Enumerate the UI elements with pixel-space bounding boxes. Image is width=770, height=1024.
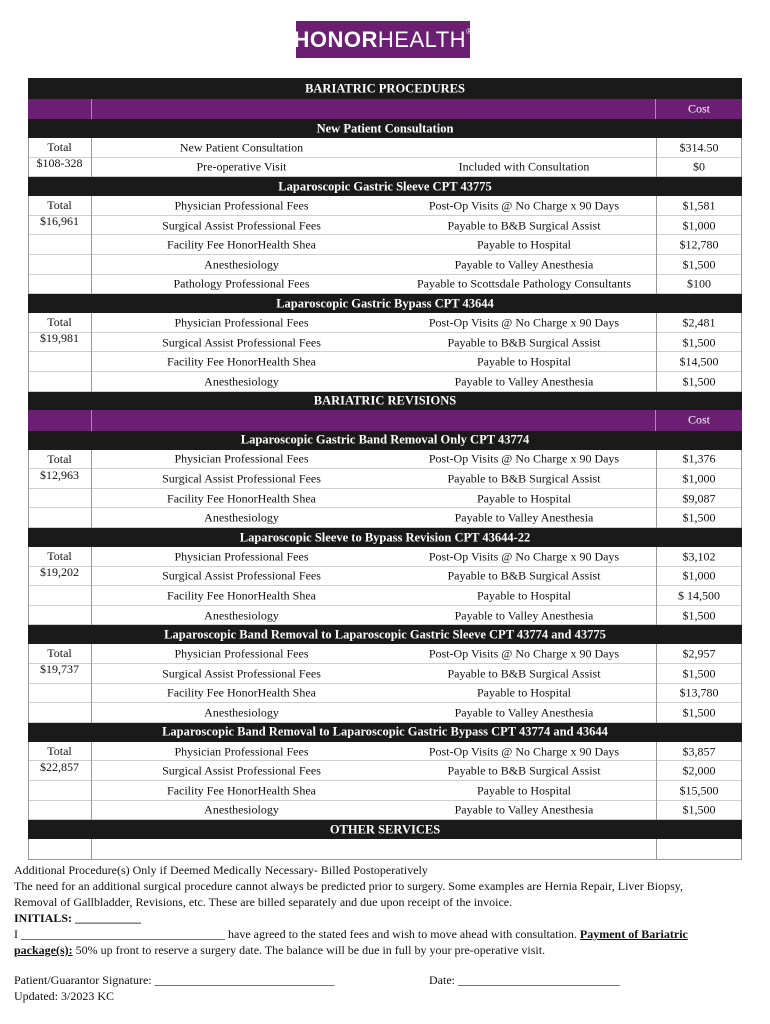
procedure-1-header <box>28 177 742 196</box>
agreement-statement: I __________________________________ have agreed to the stated fees and wish to move ahead with consultation. Payment of Bariatric <box>14 927 688 941</box>
fee-cost: $9,087 <box>682 491 716 506</box>
fee-item-cell <box>91 547 392 567</box>
fee-note: Post-Op Visits @ No Charge x 90 Days <box>428 744 620 759</box>
fee-note-cell <box>392 684 656 704</box>
revision-3-header-text: Laparoscopic Band Removal to Laparoscopic Gastric Bypass CPT 43774 and 43644 <box>162 724 608 739</box>
fee-note: Payable to Scottsdale Pathology Consultants <box>417 276 631 291</box>
fee-note: Payable to Valley Anesthesia <box>454 510 594 525</box>
fee-cost-cell <box>656 547 742 567</box>
fee-item-cell <box>91 801 392 821</box>
fee-item-cell <box>91 313 392 333</box>
fee-item-cell <box>91 275 392 295</box>
fee-item-cell <box>91 235 392 255</box>
fee-item: New Patient Consultation <box>179 140 304 155</box>
fee-cost: $2,481 <box>682 315 716 330</box>
column-divider <box>656 839 657 860</box>
fee-note: Payable to B&B Surgical Assist <box>447 471 601 486</box>
bariatric-revisions-title-text: BARIATRIC REVISIONS <box>313 393 457 408</box>
payment-terms: package(s): 50% up front to reserve a surgery date. The balance will be due in full by your pre-operative visit. <box>14 943 546 957</box>
fee-item: Facility Fee HonorHealth Shea <box>167 588 316 603</box>
fee-row <box>28 275 742 295</box>
column-divider <box>741 138 742 177</box>
fee-note: Post-Op Visits @ No Charge x 90 Days <box>428 198 620 213</box>
fee-item: Anesthesiology <box>204 510 279 525</box>
fee-cost: $15,500 <box>679 783 719 798</box>
fee-cost-cell <box>656 567 742 587</box>
fee-note: Post-Op Visits @ No Charge x 90 Days <box>428 315 620 330</box>
fee-row <box>28 547 742 567</box>
fee-row <box>28 684 742 704</box>
fee-row <box>28 508 742 528</box>
revision-3-header <box>28 723 742 742</box>
fee-note: Payable to Valley Anesthesia <box>454 608 594 623</box>
fee-item: Facility Fee HonorHealth Shea <box>167 354 316 369</box>
fee-item: Surgical Assist Professional Fees <box>162 218 321 233</box>
section-total <box>28 197 91 229</box>
column-divider <box>91 839 92 860</box>
fee-cost: $1,500 <box>682 666 716 681</box>
fee-item: Surgical Assist Professional Fees <box>162 763 321 778</box>
fee-cost-cell <box>656 586 742 606</box>
fee-item-cell <box>91 352 392 372</box>
column-divider <box>91 547 92 625</box>
fee-item-cell <box>91 586 392 606</box>
column-divider <box>741 742 742 820</box>
fee-item: Physician Professional Fees <box>174 549 309 564</box>
fee-cost: $3,857 <box>682 744 716 759</box>
fee-schedule-table <box>28 78 742 862</box>
fee-item-cell <box>91 158 392 178</box>
fee-note: Payable to B&B Surgical Assist <box>447 568 601 583</box>
revision-2-header <box>28 625 742 644</box>
fee-cost: $1,581 <box>682 198 716 213</box>
column-divider <box>91 450 92 528</box>
fee-cost: $1,500 <box>682 510 716 525</box>
column-divider <box>741 547 742 625</box>
fee-item: Pathology Professional Fees <box>173 276 310 291</box>
total-amount: $16,961 <box>40 214 79 229</box>
fee-item-cell <box>91 761 392 781</box>
column-divider <box>741 450 742 528</box>
fee-note-cell <box>392 235 656 255</box>
other-services-blank-row <box>28 839 742 860</box>
fee-item: Physician Professional Fees <box>174 646 309 661</box>
fee-note: Payable to Hospital <box>477 237 571 252</box>
fee-note-cell <box>392 255 656 275</box>
fee-item-cell <box>91 508 392 528</box>
total-label: Total <box>47 549 72 563</box>
fee-note: Payable to Hospital <box>477 588 571 603</box>
fee-item-cell <box>91 606 392 626</box>
fee-item: Anesthesiology <box>204 257 279 272</box>
procedure-2-header <box>28 294 742 313</box>
fee-cost: $2,957 <box>682 646 716 661</box>
fee-row <box>28 664 742 684</box>
fee-row <box>28 333 742 353</box>
fee-cost: $1,500 <box>682 705 716 720</box>
fee-row <box>28 235 742 255</box>
section-total <box>28 139 91 171</box>
fee-cost: $1,500 <box>682 608 716 623</box>
total-label: Total <box>47 451 72 466</box>
fee-note-cell <box>392 372 656 392</box>
revision-1-header-text: Laparoscopic Sleeve to Bypass Revision CPT 43644-22 <box>239 530 531 544</box>
fee-cost: $2,000 <box>682 763 716 778</box>
fee-item-cell <box>91 255 392 275</box>
fee-cost-cell <box>656 781 742 801</box>
column-divider <box>91 138 92 177</box>
fee-item-cell <box>91 489 392 509</box>
fee-item: Physician Professional Fees <box>174 744 309 759</box>
fee-note: Payable to B&B Surgical Assist <box>447 335 601 350</box>
fee-note: Payable to Hospital <box>477 685 571 700</box>
fee-note: Payable to B&B Surgical Assist <box>447 218 601 233</box>
fee-item: Surgical Assist Professional Fees <box>162 471 321 486</box>
column-divider <box>741 839 742 860</box>
column-divider <box>91 196 92 294</box>
fee-cost-cell <box>656 801 742 821</box>
fee-note-cell <box>392 313 656 333</box>
fee-cost-cell <box>656 606 742 626</box>
total-label: Total <box>47 646 72 661</box>
fee-cost: $1,500 <box>682 335 716 350</box>
fee-row <box>28 781 742 801</box>
fee-note-cell <box>392 450 656 470</box>
fee-cost: $1,500 <box>682 374 716 389</box>
signature-field[interactable]: Patient/Guarantor Signature: ______________________________ <box>14 973 335 987</box>
honorhealth-logo <box>293 21 473 58</box>
fee-note-cell <box>392 742 656 762</box>
total-label: Total <box>47 315 72 330</box>
fee-cost-cell <box>656 644 742 664</box>
purple-bar-left-cell <box>28 99 92 119</box>
bariatric-revisions-title <box>28 392 742 410</box>
column-divider <box>741 196 742 294</box>
revisions-cost-header-bar <box>28 410 742 431</box>
other-services-title-text: OTHER SERVICES <box>329 822 441 837</box>
fee-cost-cell <box>656 158 742 178</box>
fee-cost: $0 <box>693 159 705 174</box>
fee-note-cell <box>392 664 656 684</box>
total-label: Total <box>47 198 72 213</box>
fee-note-cell <box>392 489 656 509</box>
column-divider <box>741 313 742 391</box>
total-amount: $22,857 <box>40 759 79 774</box>
column-divider <box>656 742 657 820</box>
fee-row <box>28 313 742 333</box>
fee-note-cell <box>392 508 656 528</box>
procedure-1-header-text: Laparoscopic Gastric Sleeve CPT 43775 <box>278 179 492 194</box>
fee-row <box>28 255 742 275</box>
purple-bar-left-cell <box>28 410 92 431</box>
fee-item-cell <box>91 469 392 489</box>
total-label: Total <box>47 140 72 154</box>
bariatric-procedures-title <box>28 78 742 99</box>
fee-note-cell <box>392 586 656 606</box>
section-total <box>28 645 91 677</box>
fee-row <box>28 567 742 587</box>
fee-cost: $1,000 <box>682 568 716 583</box>
fee-cost-cell <box>656 489 742 509</box>
fee-item-cell <box>91 372 392 392</box>
cost-column-header: Cost <box>655 99 742 119</box>
fee-note-cell <box>392 761 656 781</box>
fee-cost-cell <box>656 255 742 275</box>
signature-line <box>14 972 744 988</box>
section-total <box>28 743 91 775</box>
fee-note: Payable to B&B Surgical Assist <box>447 666 601 681</box>
fee-cost: $1,376 <box>682 451 716 466</box>
fee-cost: $14,500 <box>679 354 719 369</box>
fee-note-cell <box>392 469 656 489</box>
fee-cost-cell <box>656 196 742 216</box>
fee-row <box>28 196 742 216</box>
fee-note-cell <box>392 781 656 801</box>
total-amount: $108-328 <box>36 156 83 170</box>
fee-cost-cell <box>656 450 742 470</box>
date-field[interactable]: Date: ___________________________ <box>429 973 620 987</box>
initials-field[interactable]: INITIALS: ___________ <box>14 911 142 925</box>
fee-note: Included with Consultation <box>458 159 590 174</box>
fee-item-cell <box>91 781 392 801</box>
fee-item: Surgical Assist Professional Fees <box>162 568 321 583</box>
fee-cost-cell <box>656 352 742 372</box>
cost-header-bar <box>28 99 742 119</box>
logo-wordmark: HONORHEALTH® <box>293 26 473 52</box>
fee-cost-cell <box>656 275 742 295</box>
column-divider <box>656 313 657 391</box>
column-divider <box>656 138 657 177</box>
column-divider <box>656 450 657 528</box>
fee-cost-cell <box>656 138 742 158</box>
fee-note: Post-Op Visits @ No Charge x 90 Days <box>428 451 620 466</box>
total-amount: $19,202 <box>40 565 79 579</box>
fee-note-cell <box>392 333 656 353</box>
fee-item: Anesthesiology <box>204 374 279 389</box>
total-amount: $19,981 <box>40 331 79 346</box>
column-divider <box>656 547 657 625</box>
column-divider <box>656 644 657 722</box>
fee-row <box>28 138 742 158</box>
fee-item-cell <box>91 567 392 587</box>
procedure-2-header-text: Laparoscopic Gastric Bypass CPT 43644 <box>276 296 494 311</box>
fee-note-cell <box>392 275 656 295</box>
additional-procedures-desc-2: Removal of Gallbladder, Revisions, etc. These are billed separately and due upon receipt of the invoice. <box>14 895 513 909</box>
fee-row <box>28 352 742 372</box>
fee-note-cell <box>392 216 656 236</box>
additional-procedures-desc-1: The need for an additional surgical procedure cannot always be predicted prior to surgery. Some examples are Hernia Repair, Liver Biopsy, <box>14 879 683 893</box>
fee-item: Anesthesiology <box>204 802 279 817</box>
fee-cost: $1,000 <box>682 218 716 233</box>
fee-note-cell <box>392 606 656 626</box>
fee-cost-cell <box>656 333 742 353</box>
fee-row <box>28 761 742 781</box>
fee-note-cell <box>392 196 656 216</box>
fee-item-cell <box>91 216 392 236</box>
fee-cost-cell <box>656 703 742 723</box>
revision-1-header <box>28 528 742 547</box>
fee-note-cell <box>392 801 656 821</box>
updated-note: Updated: 3/2023 KC <box>14 989 114 1003</box>
fee-cost-cell <box>656 508 742 528</box>
fee-row <box>28 703 742 723</box>
fee-note-cell <box>392 352 656 372</box>
fee-item: Facility Fee HonorHealth Shea <box>167 783 316 798</box>
total-label: Total <box>47 743 72 758</box>
fee-cost-cell <box>656 469 742 489</box>
fee-row <box>28 606 742 626</box>
fee-note: Payable to Hospital <box>477 783 571 798</box>
additional-procedures-note: Additional Procedure(s) Only if Deemed Medically Necessary- Billed Postoperatively <box>14 863 428 877</box>
column-divider <box>28 839 29 860</box>
column-divider <box>741 644 742 722</box>
fee-item: Physician Professional Fees <box>174 315 309 330</box>
fee-item-cell <box>91 703 392 723</box>
footer-block <box>14 862 744 958</box>
fee-row <box>28 216 742 236</box>
fee-item-cell <box>91 684 392 704</box>
cost-column-header: Cost <box>655 410 742 431</box>
fee-cost: $1,500 <box>682 802 716 817</box>
fee-item-cell <box>91 450 392 470</box>
other-services-title <box>28 820 742 839</box>
fee-cost-cell <box>656 664 742 684</box>
fee-item-cell <box>91 664 392 684</box>
fee-cost-cell <box>656 372 742 392</box>
column-divider <box>91 644 92 722</box>
fee-note-cell <box>392 547 656 567</box>
fee-row <box>28 644 742 664</box>
fee-item-cell <box>91 138 392 158</box>
fee-cost: $1,000 <box>682 471 716 486</box>
column-divider <box>91 313 92 391</box>
fee-note-cell <box>392 138 656 158</box>
fee-row <box>28 372 742 392</box>
column-divider <box>656 196 657 294</box>
fee-note: Post-Op Visits @ No Charge x 90 Days <box>428 549 620 564</box>
fee-cost-cell <box>656 313 742 333</box>
bariatric-procedures-title-text: BARIATRIC PROCEDURES <box>305 81 465 95</box>
fee-item-cell <box>91 644 392 664</box>
fee-row <box>28 489 742 509</box>
fee-row <box>28 469 742 489</box>
fee-row <box>28 586 742 606</box>
fee-cost: $ 14,500 <box>678 588 720 603</box>
fee-item: Pre-operative Visit <box>196 159 287 174</box>
fee-note: Payable to B&B Surgical Assist <box>447 763 601 778</box>
fee-cost-cell <box>656 216 742 236</box>
procedure-0-header <box>28 119 742 138</box>
fee-item: Physician Professional Fees <box>174 451 309 466</box>
section-total <box>28 451 91 483</box>
fee-row <box>28 742 742 762</box>
fee-cost-cell <box>656 761 742 781</box>
fee-note-cell <box>392 567 656 587</box>
fee-note: Payable to Valley Anesthesia <box>454 705 594 720</box>
fee-item: Facility Fee HonorHealth Shea <box>167 491 316 506</box>
fee-note: Payable to Hospital <box>477 354 571 369</box>
fee-cost: $3,102 <box>682 549 716 564</box>
fee-item: Surgical Assist Professional Fees <box>162 335 321 350</box>
total-amount: $19,737 <box>40 662 79 677</box>
section-total <box>28 548 91 580</box>
fee-note: Payable to Hospital <box>477 491 571 506</box>
revision-0-header <box>28 431 742 450</box>
fee-note: Payable to Valley Anesthesia <box>454 374 594 389</box>
revision-0-header-text: Laparoscopic Gastric Band Removal Only CPT 43774 <box>240 432 530 447</box>
fee-item-cell <box>91 742 392 762</box>
fee-note-cell <box>392 158 656 178</box>
revision-2-header-text: Laparoscopic Band Removal to Laparoscopic Gastric Sleeve CPT 43774 and 43775 <box>164 627 606 642</box>
fee-cost: $13,780 <box>679 685 719 700</box>
fee-cost-cell <box>656 235 742 255</box>
fee-cost-cell <box>656 742 742 762</box>
fee-item-cell <box>91 333 392 353</box>
fee-cost: $314.50 <box>679 140 719 155</box>
fee-note: Payable to Valley Anesthesia <box>454 802 594 817</box>
fee-cost: $12,780 <box>679 237 719 252</box>
fee-cost: $100 <box>687 276 711 291</box>
fee-item: Facility Fee HonorHealth Shea <box>167 685 316 700</box>
total-amount: $12,963 <box>40 467 79 482</box>
fee-cost: $1,500 <box>682 257 716 272</box>
fee-cost-cell <box>656 684 742 704</box>
fee-item: Anesthesiology <box>204 608 279 623</box>
fee-note-cell <box>392 703 656 723</box>
fee-item: Surgical Assist Professional Fees <box>162 666 321 681</box>
fee-item: Anesthesiology <box>204 705 279 720</box>
section-total <box>28 314 91 346</box>
procedure-0-header-text: New Patient Consultation <box>316 121 454 135</box>
fee-note-cell <box>392 644 656 664</box>
fee-row <box>28 801 742 821</box>
fee-item-cell <box>91 196 392 216</box>
column-divider <box>91 742 92 820</box>
fee-item: Facility Fee HonorHealth Shea <box>167 237 316 252</box>
fee-row <box>28 158 742 178</box>
fee-note: Payable to Valley Anesthesia <box>454 257 594 272</box>
fee-item: Physician Professional Fees <box>174 198 309 213</box>
fee-note: Post-Op Visits @ No Charge x 90 Days <box>428 646 620 661</box>
fee-row <box>28 450 742 470</box>
